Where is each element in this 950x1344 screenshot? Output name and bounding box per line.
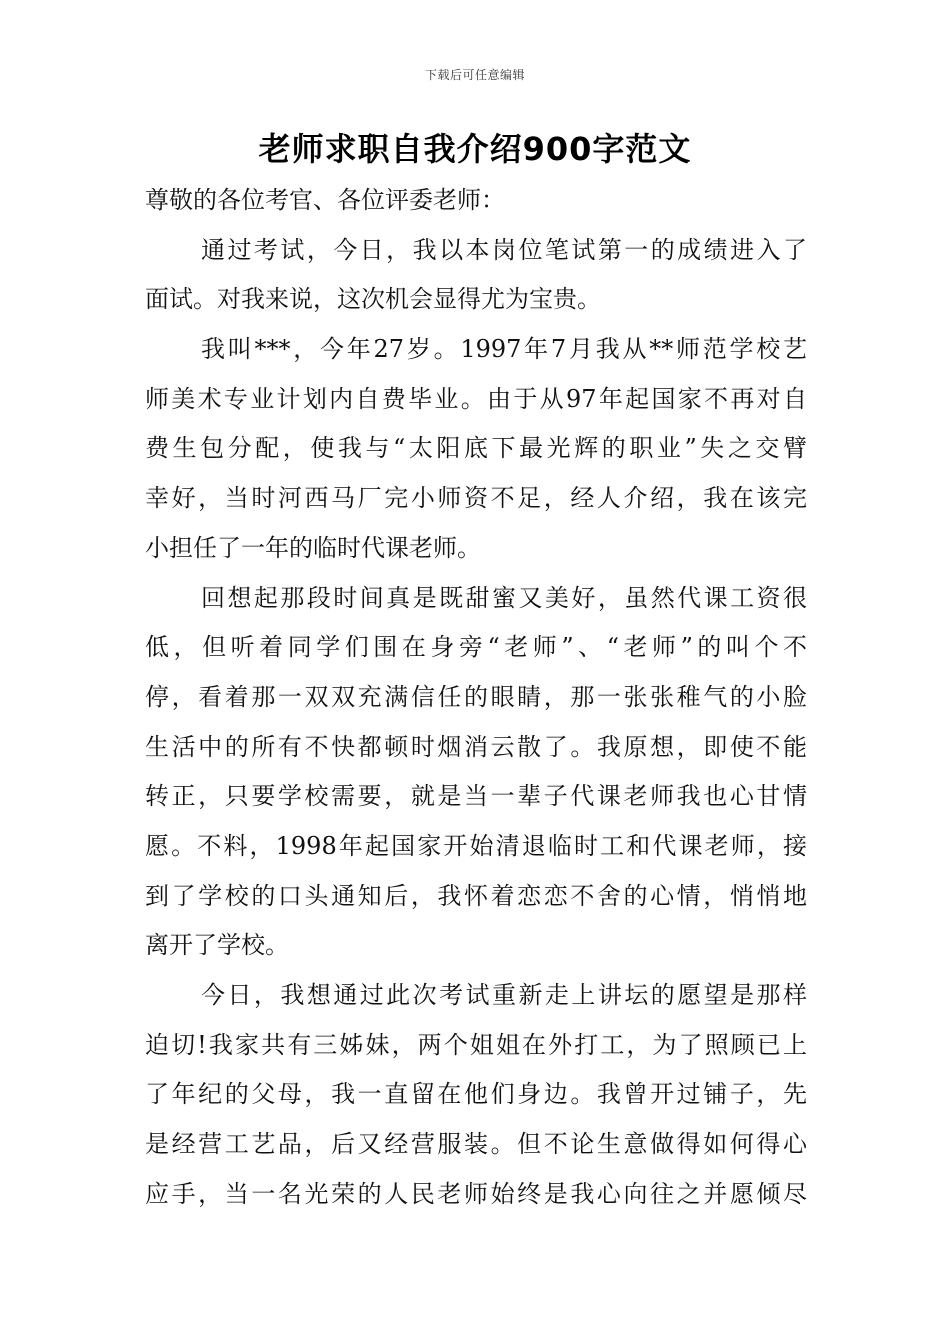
paragraph-line: 迫切!我家共有三姊妹，两个姐姐在外打工，为了照顾已上 <box>145 1030 807 1059</box>
paragraph-line: 了年纪的父母，我一直留在他们身边。我曾开过铺子，先 <box>145 1080 807 1109</box>
paragraph-line: 小担任了一年的临时代课老师。 <box>145 533 481 562</box>
paragraph-line: 面试。对我来说，这次机会显得尤为宝贵。 <box>145 285 601 314</box>
paragraph-line: 师美术专业计划内自费毕业。由于从97年起国家不再对自 <box>145 384 807 413</box>
paragraph-line: 通过考试，今日，我以本岗位笔试第一的成绩进入了 <box>201 235 807 264</box>
paragraph-line: 愿。不料，1998年起国家开始清退临时工和代课老师，接 <box>145 831 807 860</box>
paragraph-line: 我叫***，今年27岁。1997年7月我从**师范学校艺 <box>201 335 807 364</box>
paragraph-line: 今日，我想通过此次考试重新走上讲坛的愿望是那样 <box>201 981 807 1009</box>
paragraph-line: 是经营工艺品，后又经营服装。但不论生意做得如何得心 <box>145 1130 807 1159</box>
document-body <box>145 176 807 1219</box>
paragraph-line: 停，看着那一双双充满信任的眼睛，那一张张稚气的小脸 <box>145 682 807 711</box>
paragraph-line: 到了学校的口头通知后，我怀着恋恋不舍的心情，悄悄地 <box>145 881 807 910</box>
paragraph-line: 低，但听着同学们围在身旁“老师”、“老师”的叫个不 <box>145 633 807 662</box>
paragraph-line: 生活中的所有不快都顿时烟消云散了。我原想，即使不能 <box>145 732 807 761</box>
document-title: 老师求职自我介绍900字范文 <box>258 130 692 168</box>
paragraph-line: 幸好，当时河西马厂完小师资不足，经人介绍，我在该完 <box>145 484 807 513</box>
paragraph-line: 转正，只要学校需要，就是当一辈子代课老师我也心甘情 <box>145 782 807 811</box>
paragraph-line: 费生包分配，使我与“太阳底下最光辉的职业”失之交臂 <box>145 434 807 463</box>
paragraph-line: 回想起那段时间真是既甜蜜又美好，虽然代课工资很 <box>201 583 807 612</box>
header-note: 下载后可任意编辑 <box>424 68 525 82</box>
salutation: 尊敬的各位考官、各位评委老师： <box>145 186 505 214</box>
paragraph-line: 应手，当一名光荣的人民老师始终是我心向往之并愿倾尽 <box>145 1179 807 1208</box>
paragraph-line: 离开了学校。 <box>145 931 289 960</box>
